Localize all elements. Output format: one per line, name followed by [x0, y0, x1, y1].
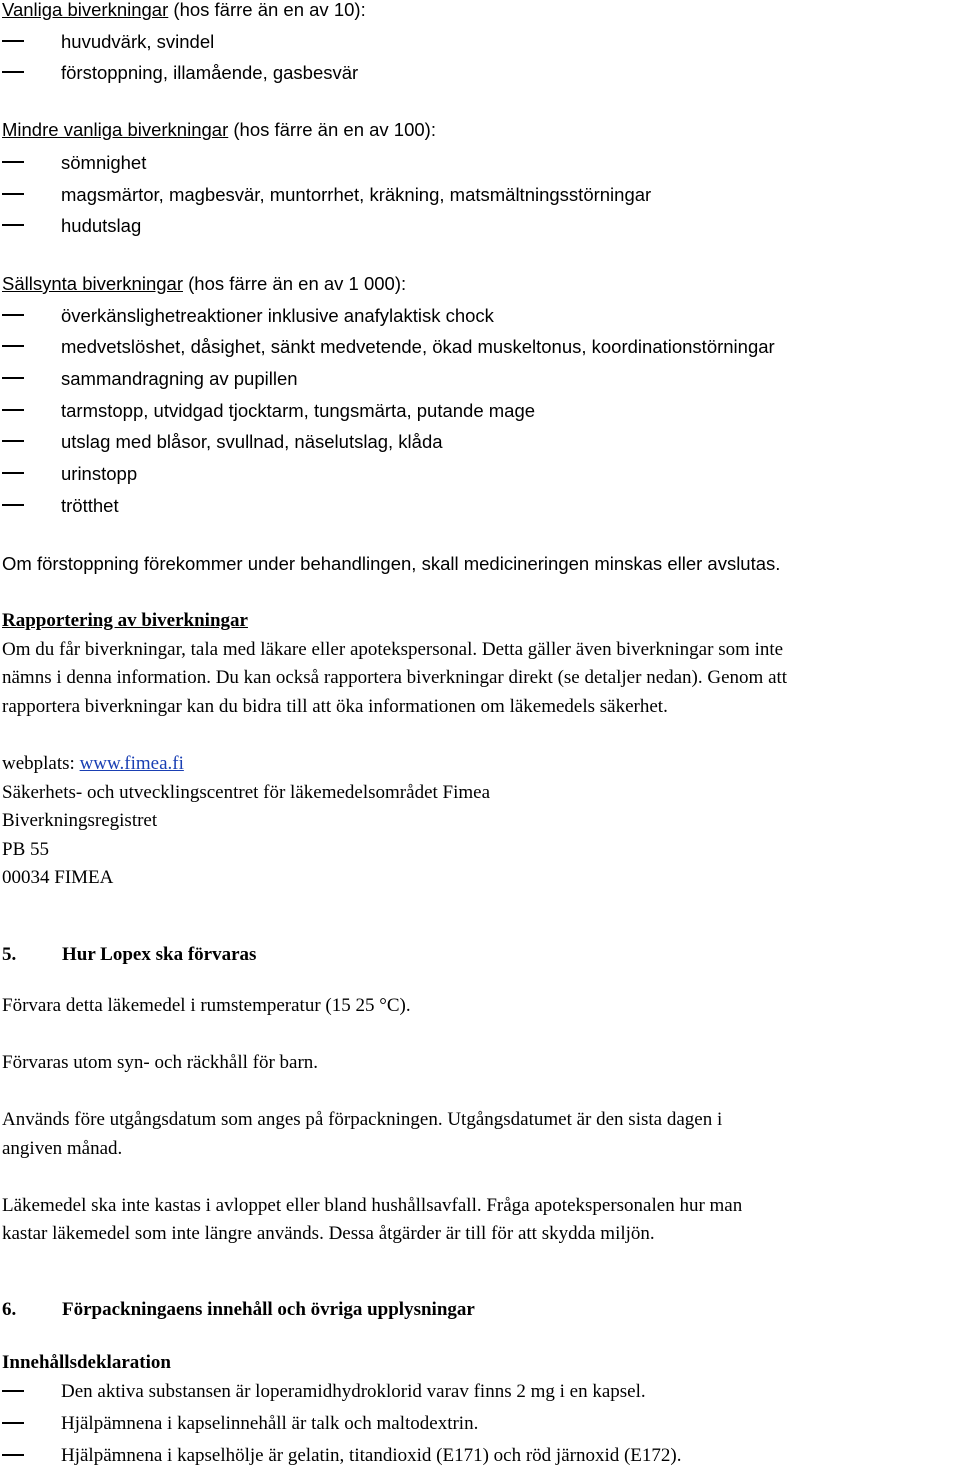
section6-number: 6. — [2, 1299, 17, 1320]
uncommon-heading-rest: (hos färre än en av 100): — [228, 119, 436, 140]
storage-paragraph: Förvara detta läkemedel i rumstemperatur (15 25 °C). — [2, 995, 411, 1016]
section6-heading — [2, 1296, 475, 1324]
list-item: överkänslighetreaktioner inklusive anafylaktisk chock — [2, 302, 24, 330]
list-item: Den aktiva substansen är loperamidhydroklorid varav finns 2 mg i en kapsel. — [2, 1378, 24, 1406]
section5-number: 5. — [2, 944, 17, 965]
reporting-line: rapportera biverkningar kan du bidra till att öka informationen om läkemedels säkerhet. — [2, 696, 668, 717]
storage-paragraph: Används före utgångsdatum som anges på förpackningen. Utgångsdatumet är den sista dagen i — [2, 1109, 723, 1130]
storage-paragraph: Förvaras utom syn- och räckhåll för barn. — [2, 1052, 319, 1073]
list-item: förstoppning, illamående, gasbesvär — [2, 59, 24, 87]
rare-heading-prefix: Sällsynta biverkningar — [2, 273, 183, 294]
address-line: Biverkningsregistret — [2, 810, 158, 831]
dash-icon — [2, 40, 24, 42]
disposal-paragraph: Läkemedel ska inte kastas i avloppet eller bland hushållsavfall. Fråga apotekspersonalen hur man — [2, 1195, 743, 1216]
list-item: Hjälpämnena i kapselinnehåll är talk och maltodextrin. — [2, 1410, 24, 1438]
rare-heading-rest: (hos färre än en av 1 000): — [182, 273, 407, 294]
list-item: hudutslag — [2, 212, 24, 240]
list-item: tarmstopp, utvidgad tjocktarm, tungsmärta, putande mage — [2, 397, 24, 425]
dash-icon — [2, 1390, 24, 1392]
list-item: sammandragning av pupillen — [2, 365, 24, 393]
common-heading-rest: (hos färre än en av 10): — [168, 0, 366, 20]
address-line: 00034 FIMEA — [2, 867, 114, 888]
constipation-note: Om förstoppning förekommer under behandlingen, skall medicineringen minskas eller avslutas. — [2, 553, 781, 574]
disposal-paragraph: kastar läkemedel som inte längre används. Dessa åtgärder är till för att skydda miljön. — [2, 1223, 655, 1244]
dash-icon — [2, 440, 24, 442]
dash-icon — [2, 161, 24, 163]
dash-icon — [2, 409, 24, 411]
list-item: huvudvärk, svindel — [2, 28, 24, 56]
address-line: Säkerhets- och utvecklingscentret för läkemedelsområdet Fimea — [2, 782, 491, 803]
reporting-line: nämns i denna information. Du kan också rapportera biverkningar direkt (se detaljer nedan). Genom att — [2, 667, 788, 688]
dash-icon — [2, 193, 24, 195]
dash-icon — [2, 314, 24, 316]
fimea-link[interactable]: www.fimea.fi — [79, 753, 184, 774]
dash-icon — [2, 1422, 24, 1424]
dash-icon — [2, 224, 24, 226]
list-item: utslag med blåsor, svullnad, näselutslag, klåda — [2, 428, 24, 456]
dash-icon — [2, 1454, 24, 1456]
dash-icon — [2, 345, 24, 347]
reporting-heading: Rapportering av biverkningar — [2, 610, 248, 631]
dash-icon — [2, 504, 24, 506]
website-label: webplats: — [2, 753, 80, 774]
list-item: sömnighet — [2, 149, 24, 177]
address-line: PB 55 — [2, 839, 49, 860]
storage-paragraph: angiven månad. — [2, 1138, 123, 1159]
dash-icon — [2, 377, 24, 379]
list-item: urinstopp — [2, 460, 24, 488]
reporting-line: Om du får biverkningar, tala med läkare eller apotekspersonal. Detta gäller även biverkningar som inte — [2, 639, 784, 660]
dash-icon — [2, 472, 24, 474]
website-line — [2, 750, 184, 778]
dash-icon — [2, 71, 24, 73]
uncommon-heading — [2, 116, 436, 144]
contents-heading: Innehållsdeklaration — [2, 1352, 171, 1373]
common-heading — [2, 0, 366, 24]
rare-heading — [2, 270, 406, 298]
list-item: trötthet — [2, 492, 24, 520]
list-item: medvetslöshet, dåsighet, sänkt medvetende, ökad muskeltonus, koordinationstörningar — [2, 333, 24, 361]
common-heading-prefix: Vanliga biverkningar — [2, 0, 169, 20]
list-item: magsmärtor, magbesvär, muntorrhet, kräkning, matsmältningsstörningar — [2, 181, 24, 209]
list-item: Hjälpämnena i kapselhölje är gelatin, titandioxid (E171) och röd järnoxid (E172). — [2, 1442, 24, 1470]
section6-title: Förpackningaens innehåll och övriga upplysningar — [62, 1299, 475, 1320]
uncommon-heading-prefix: Mindre vanliga biverkningar — [2, 119, 229, 140]
section5-heading — [2, 941, 256, 969]
section5-title: Hur Lopex ska förvaras — [62, 944, 257, 965]
